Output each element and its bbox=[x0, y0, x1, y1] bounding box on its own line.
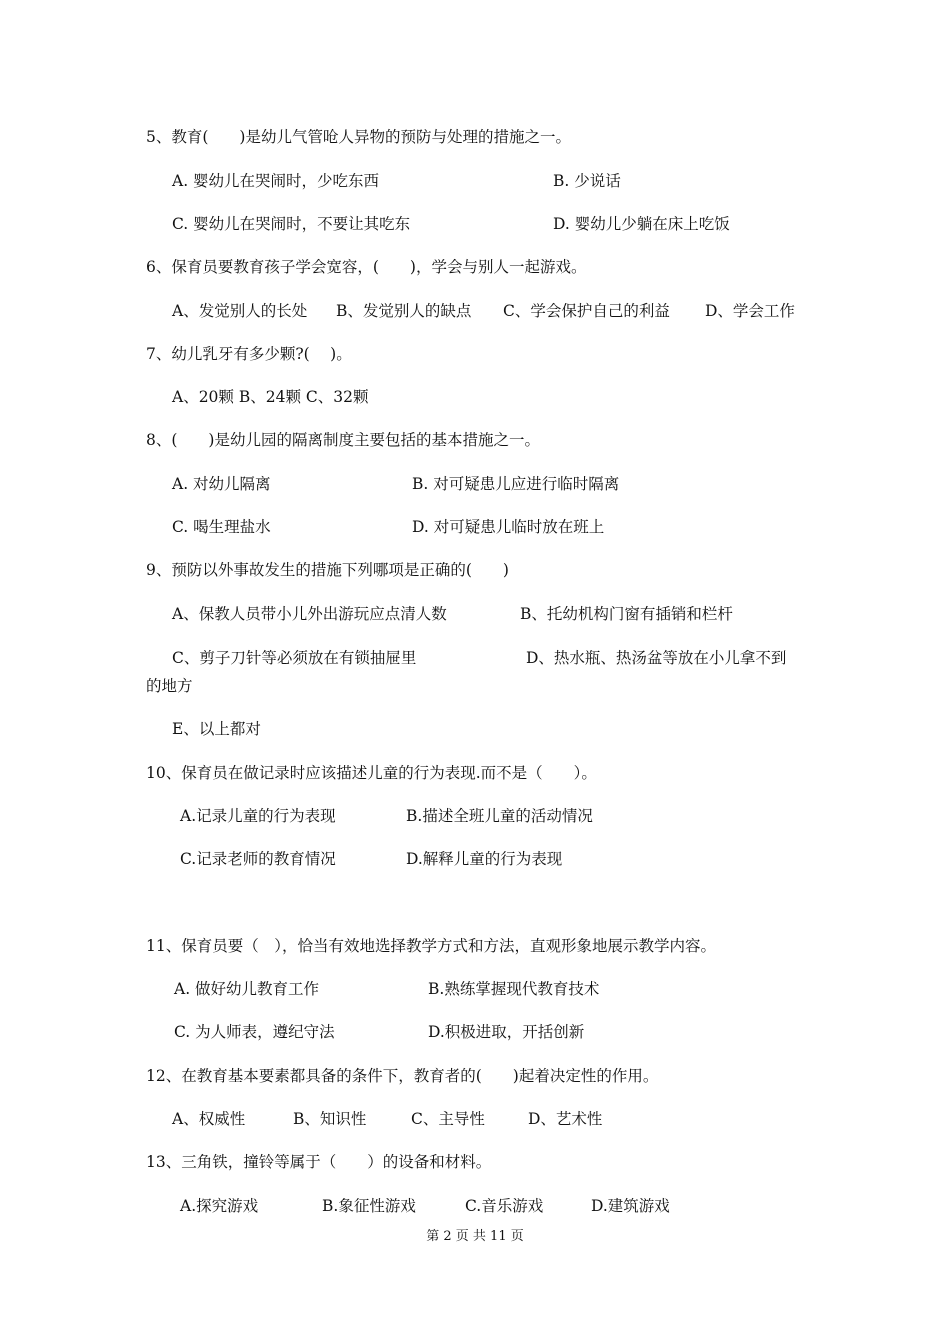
question-12-option-c: C、主导性 bbox=[411, 1110, 485, 1128]
question-11-option-c: C. 为人师表，遵纪守法 bbox=[174, 1023, 335, 1041]
question-9-option-c: C、剪子刀针等必须放在有锁抽屉里 bbox=[172, 649, 417, 667]
question-9-option-d: D、热水瓶、热汤盆等放在小儿拿不到 bbox=[526, 649, 787, 667]
question-12-stem: 12、在教育基本要素都具备的条件下，教育者的( )起着决定性的作用。 bbox=[146, 1067, 659, 1085]
question-8-option-b: B. 对可疑患儿应进行临时隔离 bbox=[412, 475, 620, 493]
question-9-option-b: B、托幼机构门窗有插销和栏杆 bbox=[520, 605, 733, 623]
question-9-stem: 9、预防以外事故发生的措施下列哪项是正确的( ) bbox=[146, 561, 509, 579]
question-11-option-d: D.积极进取，开括创新 bbox=[428, 1023, 585, 1041]
question-5-option-b: B. 少说话 bbox=[553, 172, 621, 190]
question-11-stem: 11、保育员要（ ），恰当有效地选择教学方式和方法，直观形象地展示教学内容。 bbox=[146, 937, 716, 955]
question-12-option-a: A、权威性 bbox=[172, 1110, 246, 1128]
question-7-options: A、20颗 B、24颗 C、32颗 bbox=[172, 388, 369, 406]
question-10-stem: 10、保育员在做记录时应该描述儿童的行为表现.而不是（ ）。 bbox=[146, 764, 597, 782]
question-7-stem: 7、幼儿乳牙有多少颗?( )。 bbox=[146, 345, 352, 363]
question-5-option-c: C. 婴幼儿在哭闹时，不要让其吃东 bbox=[172, 215, 411, 233]
question-11-option-b: B.熟练掌握现代教育技术 bbox=[428, 980, 600, 998]
question-10-option-d: D.解释儿童的行为表现 bbox=[406, 850, 563, 868]
question-13-option-b: B.象征性游戏 bbox=[322, 1197, 416, 1215]
question-8-option-c: C. 喝生理盐水 bbox=[172, 518, 271, 536]
question-10-option-b: B.描述全班儿童的活动情况 bbox=[406, 807, 593, 825]
question-10-option-a: A.记录儿童的行为表现 bbox=[180, 807, 336, 825]
question-6-option-d: D、学会工作 bbox=[705, 302, 795, 320]
question-13-option-d: D.建筑游戏 bbox=[591, 1197, 670, 1215]
question-5-option-d: D. 婴幼儿少躺在床上吃饭 bbox=[553, 215, 730, 233]
question-13-stem: 13、三角铁，撞铃等属于（ ）的设备和材料。 bbox=[146, 1153, 492, 1171]
question-9-option-e: E、以上都对 bbox=[172, 720, 261, 738]
question-13-option-c: C.音乐游戏 bbox=[465, 1197, 544, 1215]
question-8-option-a: A. 对幼儿隔离 bbox=[172, 475, 271, 493]
question-10-option-c: C.记录老师的教育情况 bbox=[180, 850, 336, 868]
question-13-option-a: A.探究游戏 bbox=[180, 1197, 259, 1215]
question-8-stem: 8、( )是幼儿园的隔离制度主要包括的基本措施之一。 bbox=[146, 431, 540, 449]
question-12-option-d: D、艺术性 bbox=[528, 1110, 603, 1128]
question-5-stem: 5、教育( )是幼儿气管呛人异物的预防与处理的措施之一。 bbox=[146, 128, 571, 146]
question-11-option-a: A. 做好幼儿教育工作 bbox=[174, 980, 320, 998]
question-5-option-a: A. 婴幼儿在哭闹时，少吃东西 bbox=[172, 172, 380, 190]
question-9-option-d-continued: 的地方 bbox=[146, 677, 193, 695]
page-number-footer: 第 2 页 共 11 页 bbox=[426, 1229, 524, 1244]
question-6-option-c: C、学会保护自己的利益 bbox=[503, 302, 670, 320]
question-6-stem: 6、保育员要教育孩子学会宽容，( )，学会与别人一起游戏。 bbox=[146, 258, 587, 276]
question-12-option-b: B、知识性 bbox=[293, 1110, 367, 1128]
question-8-option-d: D. 对可疑患儿临时放在班上 bbox=[412, 518, 605, 536]
question-6-option-a: A、发觉别人的长处 bbox=[172, 302, 308, 320]
question-6-option-b: B、发觉别人的缺点 bbox=[336, 302, 472, 320]
question-9-option-a: A、保教人员带小儿外出游玩应点清人数 bbox=[172, 605, 447, 623]
